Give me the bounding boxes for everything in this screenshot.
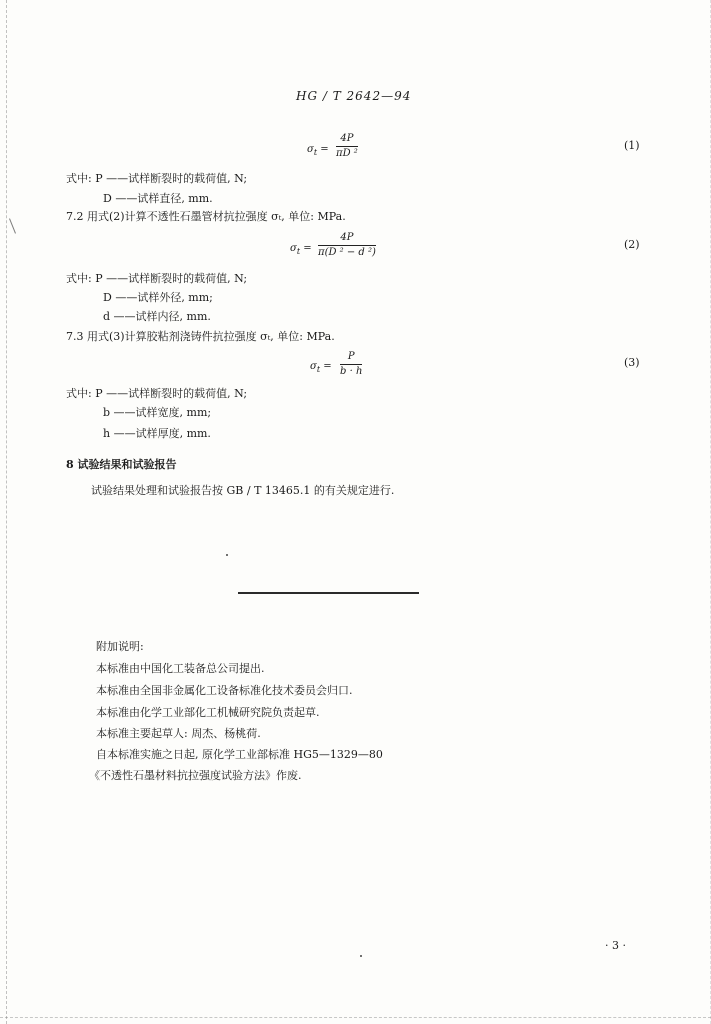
equation-number-1: (1) bbox=[624, 139, 640, 152]
clause-7-3: 7.3 用式(3)计算胶粘剂浇铸件抗拉强度 σₜ, 单位: MPa. bbox=[66, 330, 335, 343]
scan-stray-mark bbox=[9, 218, 16, 233]
section-separator bbox=[238, 592, 419, 594]
formula-1-numerator: 4P bbox=[340, 133, 354, 144]
formula-2-denominator: π(D ² − d ²) bbox=[318, 247, 376, 258]
note-item: 本标准由中国化工装备总公司提出. bbox=[96, 662, 265, 675]
formula-1-denominator: πD ² bbox=[336, 148, 358, 159]
where-d-line-1: D ——试样直径, mm. bbox=[103, 192, 213, 205]
formula-2-numerator: 4P bbox=[340, 232, 354, 243]
where-b-line: b ——试样宽度, mm; bbox=[103, 406, 212, 419]
where-h-line: h ——试样厚度, mm. bbox=[103, 427, 211, 440]
equation-number-3: (3) bbox=[624, 356, 640, 369]
where-p-line-2: 式中: P ——试样断裂时的载荷值, N; bbox=[66, 272, 248, 285]
formula-3-fraction bbox=[340, 351, 362, 378]
clause-7-2: 7.2 用式(2)计算不透性石墨管材抗拉强度 σₜ, 单位: MPa. bbox=[66, 210, 346, 223]
scan-edge-left bbox=[6, 0, 9, 1024]
formula-3-denominator: b · h bbox=[340, 366, 363, 377]
where-p-line-1: 式中: P ——试样断裂时的载荷值, N; bbox=[66, 172, 248, 185]
fraction-bar bbox=[318, 245, 376, 246]
where-d-outer-line: D ——试样外径, mm; bbox=[103, 291, 213, 304]
section-8-title: 8 试验结果和试验报告 bbox=[66, 458, 177, 471]
where-d-inner-line: d ——试样内径, mm. bbox=[103, 310, 211, 323]
formula-1-lhs: $\sigma_t$ = bbox=[307, 144, 329, 157]
note-item: 本标准由全国非金属化工设备标准化技术委员会归口. bbox=[96, 684, 353, 697]
scan-speck bbox=[360, 955, 362, 957]
note-item: 自本标准实施之日起, 原化学工业部标准 HG5—1329—80 bbox=[96, 748, 383, 761]
equation-number-2: (2) bbox=[624, 238, 640, 251]
note-item: 本标准由化学工业部化工机械研究院负责起草. bbox=[96, 706, 320, 719]
fraction-bar bbox=[340, 364, 362, 365]
additional-notes-heading: 附加说明: bbox=[96, 640, 144, 653]
scan-bottom-edge bbox=[0, 1016, 711, 1018]
note-item: 本标准主要起草人: 周杰、杨桃荷. bbox=[96, 727, 261, 740]
formula-2-fraction bbox=[318, 232, 376, 259]
where-p-line-3: 式中: P ——试样断裂时的载荷值, N; bbox=[66, 387, 248, 400]
page-number: · 3 · bbox=[605, 939, 626, 952]
formula-3-numerator: P bbox=[347, 351, 355, 362]
formula-3-lhs: $\sigma_t$ = bbox=[310, 361, 332, 374]
note-item: 《不透性石墨材料抗拉强度试验方法》作废. bbox=[89, 769, 302, 782]
formula-1-fraction bbox=[336, 133, 358, 160]
section-8-body: 试验结果处理和试验报告按 GB / T 13465.1 的有关规定进行. bbox=[91, 484, 395, 497]
formula-2-lhs: $\sigma_t$ = bbox=[290, 243, 312, 256]
standard-code-header: HG / T 2642—94 bbox=[296, 89, 412, 103]
fraction-bar bbox=[336, 146, 358, 147]
scan-speck bbox=[226, 554, 228, 556]
